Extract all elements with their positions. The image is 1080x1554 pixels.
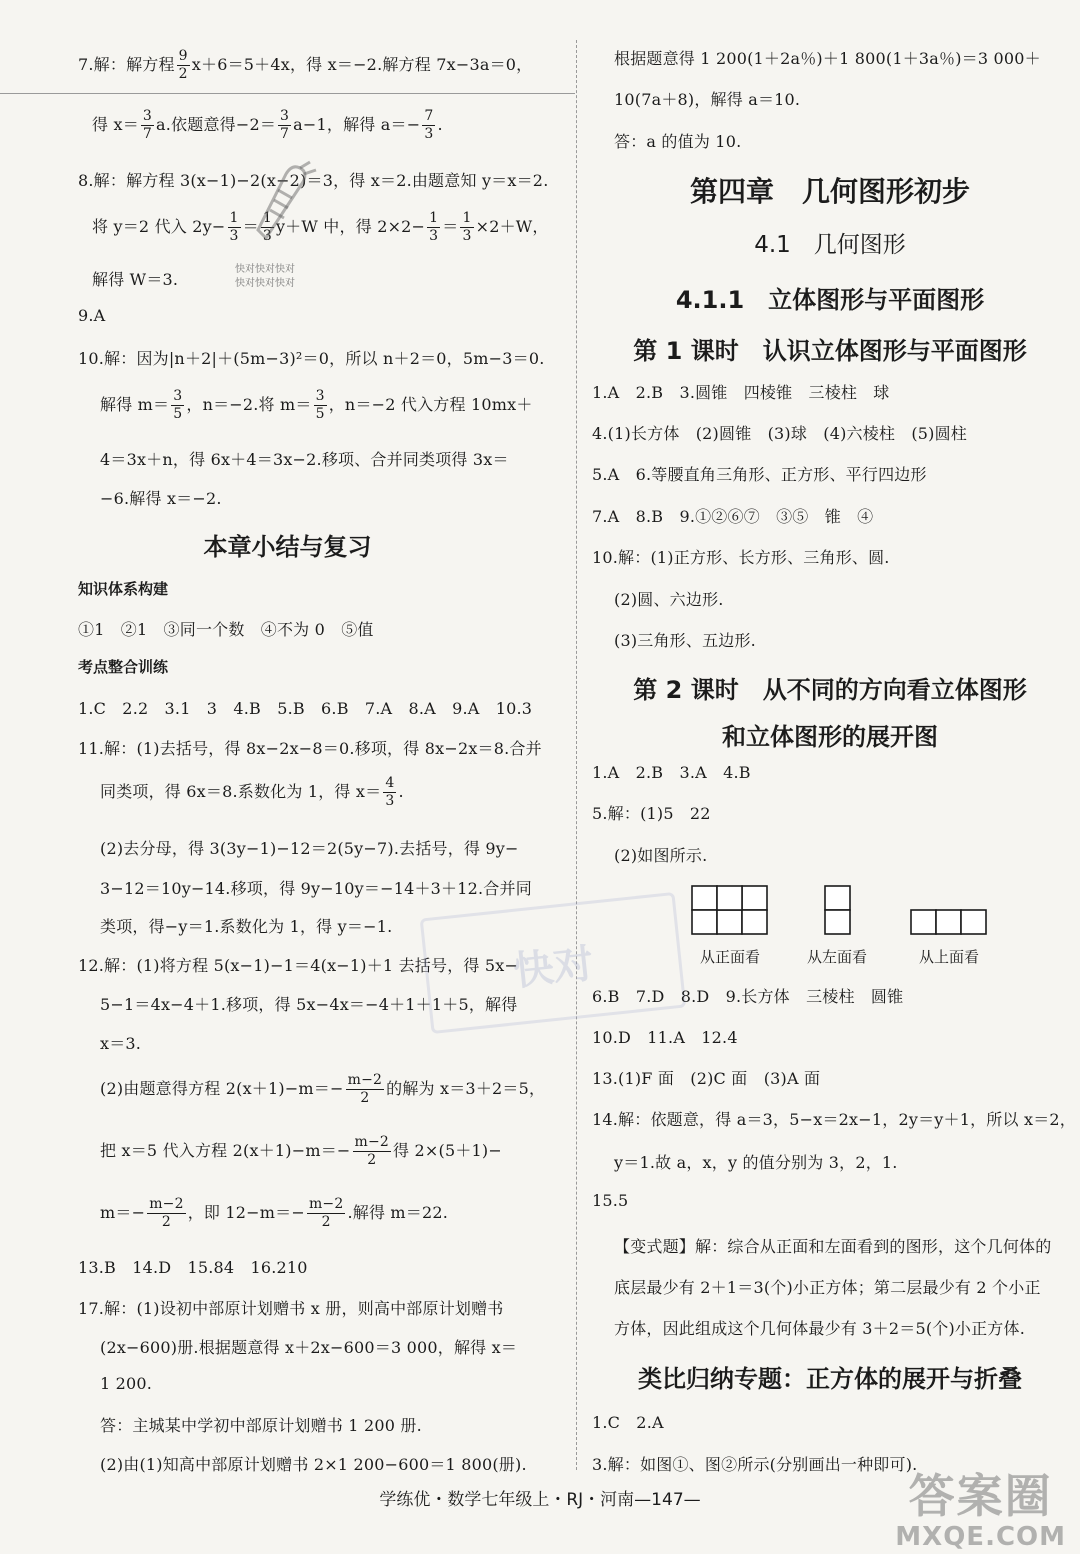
q12-line-5: 把 x＝5 代入方程 2(x＋1)−m＝− $\frac{m-2}{2}$ 得 2×(5＋1)− [100, 1134, 502, 1168]
lesson2-line-5: 10.D 11.A 12.4 [592, 1028, 738, 1047]
watermark-stamp: 快对 [420, 892, 687, 1034]
q17-cont-line-2: 10(7a＋8)，解得 a＝10. [614, 90, 801, 109]
top-view-grid [908, 884, 990, 936]
q12-line-6: m＝− $\frac{m-2}{2}$ ，即 12−m＝− $\frac{m-2}{2}$ .解得 m＝22. [100, 1196, 449, 1230]
q17-line-5: (2)由(1)知高中部原计划赠书 2×1 200−600＝1 800(册). [100, 1455, 527, 1474]
fraction: $\frac{9}{2}$ [178, 48, 188, 82]
q7-line-2: 得 x＝ $\frac{3}{7}$ a.依题意得−2＝ $\frac{3}{7}$ a−1，解得 a＝− $\frac{7}{3}$ . [92, 108, 443, 142]
lesson2-title-b: 和立体图形的展开图 [722, 723, 938, 751]
view-caption: 从上面看 [918, 948, 979, 966]
subsection-title: 4.1.1 立体图形与平面图形 [675, 286, 985, 314]
q10-line-2: 解得 m＝ $\frac{3}{5}$ ，n＝−2.将 m＝ $\frac{3}{5}$ ，n＝−2 代入方程 10mx＋ [100, 388, 533, 422]
q10-line-1: 10.解：因为|n＋2|＋(5m−3)²＝0，所以 n＋2＝0，5m−3＝0. [78, 349, 545, 368]
q17-line-4: 答：主城某中学初中部原计划赠书 1 200 册. [100, 1416, 422, 1435]
q17-line-3: 1 200. [100, 1374, 153, 1393]
q8-line-1: 8.解：解方程 3(x−1)−2(x−2)＝3，得 x＝2.由题意知 y＝x＝2. [78, 171, 549, 190]
lesson2-line-11: 底层最少有 2＋1＝3(个)小正方体；第二层最少有 2 个小正 [614, 1278, 1041, 1297]
knowledge-items: ①1 ②1 ③同一个数 ④不为 0 ⑤值 [78, 620, 374, 639]
q9-answer: 9.A [78, 306, 106, 325]
view-caption: 从左面看 [806, 948, 867, 966]
answers-13-16: 13.B 14.D 15.84 16.210 [78, 1258, 308, 1277]
lesson2-line-4: 6.B 7.D 8.D 9.长方体 三棱柱 圆锥 [592, 987, 904, 1006]
q12-line-2: 5−1＝4x−4＋1.移项，得 5x−4x＝−4＋1＋1＋5，解得 [100, 995, 518, 1014]
lesson1-line-2: 4.(1)长方体 (2)圆锥 (3)球 (4)六棱柱 (5)圆柱 [592, 424, 967, 443]
lesson2-line-3: (2)如图所示. [614, 846, 708, 865]
chapter-title: 第四章 几何图形初步 [689, 175, 970, 208]
q10-line-3: 4＝3x＋n，得 6x＋4＝3x−2.移项、合并同类项得 3x＝ [100, 450, 509, 469]
section-title: 4.1 几何图形 [754, 232, 906, 258]
left-view-grid [802, 884, 872, 936]
lesson1-line-7: (3)三角形、五边形. [614, 631, 756, 650]
view-front [690, 884, 770, 967]
lesson1-line-1: 1.A 2.B 3.圆锥 四棱锥 三棱柱 球 [592, 383, 890, 402]
lesson1-line-5: 10.解：(1)正方形、长方形、三角形、圆. [592, 548, 890, 567]
q11-line-3: (2)去分母，得 3(3y−1)−12＝2(5y−7).去括号，得 9y− [100, 839, 519, 858]
q17-line-2: (2x−600)册.根据题意得 x＋2x−600＝3 000，解得 x＝ [100, 1338, 518, 1357]
q11-line-4: 3−12＝10y−14.移项，得 9y−10y＝−14＋3＋12.合并同 [100, 879, 532, 898]
lesson2-line-2: 5.解：(1)5 22 [592, 804, 711, 823]
lesson1-line-6: (2)圆、六边形. [614, 590, 724, 609]
knowledge-heading: 知识体系构建 [78, 580, 169, 598]
watermark-text: 快对快对快对 快对快对快对 [235, 264, 295, 289]
q11-line-1: 11.解：(1)去括号，得 8x−2x−8＝0.移项，得 8x−2x＝8.合并 [78, 739, 542, 758]
lesson2-line-7: 14.解：依题意，得 a＝3，5−x＝2x−1，2y＝y＋1，所以 x＝2， [592, 1110, 1076, 1129]
q11-line-5: 类项，得−y＝1.系数化为 1，得 y＝−1. [100, 917, 393, 936]
lesson2-line-8: y＝1.故 a，x，y 的值分别为 3，2，1. [614, 1153, 898, 1172]
summary-title: 本章小结与复习 [203, 533, 372, 561]
lesson2-line-1: 1.A 2.B 3.A 4.B [592, 763, 751, 782]
q12-line-4: (2)由题意得方程 2(x＋1)−m＝− $\frac{m-2}{2}$ 的解为 x＝3＋2＝5， [100, 1072, 546, 1106]
q17-cont-line-1: 根据题意得 1 200(1＋2a％)＋1 800(1＋3a％)＝3 000＋ [614, 49, 1041, 68]
q8-line-2: 将 y＝2 代入 2y− $\frac{1}{3}$ ＝ $\frac{1}{3}$ y＋W 中，得 2×2− $\frac{1}{3}$ ＝ $\frac{1}{3}$ ×2＋W， [92, 210, 549, 244]
corner-watermark: 答案圈 MXQE.COM [895, 1469, 1066, 1552]
lesson1-title: 第 1 课时 认识立体图形与平面图形 [633, 337, 1027, 365]
special-topic-title: 类比归纳专题：正方体的展开与折叠 [638, 1365, 1022, 1393]
q7-line-1: 7.解：解方程 $\frac{9}{2}$ x＋6＝5＋4x，得 x＝−2.解方程 7x−3a＝0， [78, 48, 533, 82]
q12-line-3: x＝3. [100, 1034, 142, 1053]
front-view-grid [690, 884, 770, 936]
header-rule [0, 93, 575, 94]
lesson2-line-12: 方体，因此组成这个几何体最少有 3＋2＝5(个)小正方体. [614, 1319, 1025, 1338]
watermark-logo-icon [248, 160, 318, 250]
lesson1-line-4: 7.A 8.B 9.①②⑥⑦ ③⑤ 锥 ④ [592, 507, 874, 526]
page-footer: 学练优・数学七年级上・RJ・河南—147— [379, 1490, 701, 1510]
lesson2-line-10: 【变式题】解：综合从正面和左面看到的图形，这个几何体的 [614, 1237, 1052, 1256]
lesson2-title-a: 第 2 课时 从不同的方向看立体图形 [633, 676, 1027, 704]
view-caption: 从正面看 [699, 948, 760, 966]
lesson2-line-6: 13.(1)F 面 (2)C 面 (3)A 面 [592, 1069, 821, 1088]
q17-line-1: 17.解：(1)设初中部原计划赠书 x 册，则高中部原计划赠书 [78, 1299, 504, 1318]
q10-line-4: −6.解得 x＝−2. [100, 489, 222, 508]
view-left [802, 884, 872, 967]
lesson2-line-9: 15.5 [592, 1191, 629, 1210]
lesson1-line-3: 5.A 6.等腰直角三角形、正方形、平行四边形 [592, 465, 927, 484]
special-line-2: 3.解：如图①、图②所示(分别画出一种即可). [592, 1455, 918, 1474]
q8-line-3: 解得 W＝3. [92, 270, 179, 289]
answers-1-10: 1.C 2.2 3.1 3 4.B 5.B 6.B 7.A 8.A 9.A 10.3 [78, 699, 533, 718]
view-top [908, 884, 990, 967]
q17-cont-line-3: 答：a 的值为 10. [614, 132, 742, 151]
training-heading: 考点整合训练 [78, 658, 169, 676]
special-line-1: 1.C 2.A [592, 1413, 664, 1432]
column-divider [576, 40, 577, 1470]
q11-line-2: 同类项，得 6x＝8.系数化为 1，得 x＝ $\frac{4}{3}$ . [100, 775, 404, 809]
q12-line-1: 12.解：(1)将方程 5(x−1)−1＝4(x−1)＋1 去括号，得 5x− [78, 956, 519, 975]
